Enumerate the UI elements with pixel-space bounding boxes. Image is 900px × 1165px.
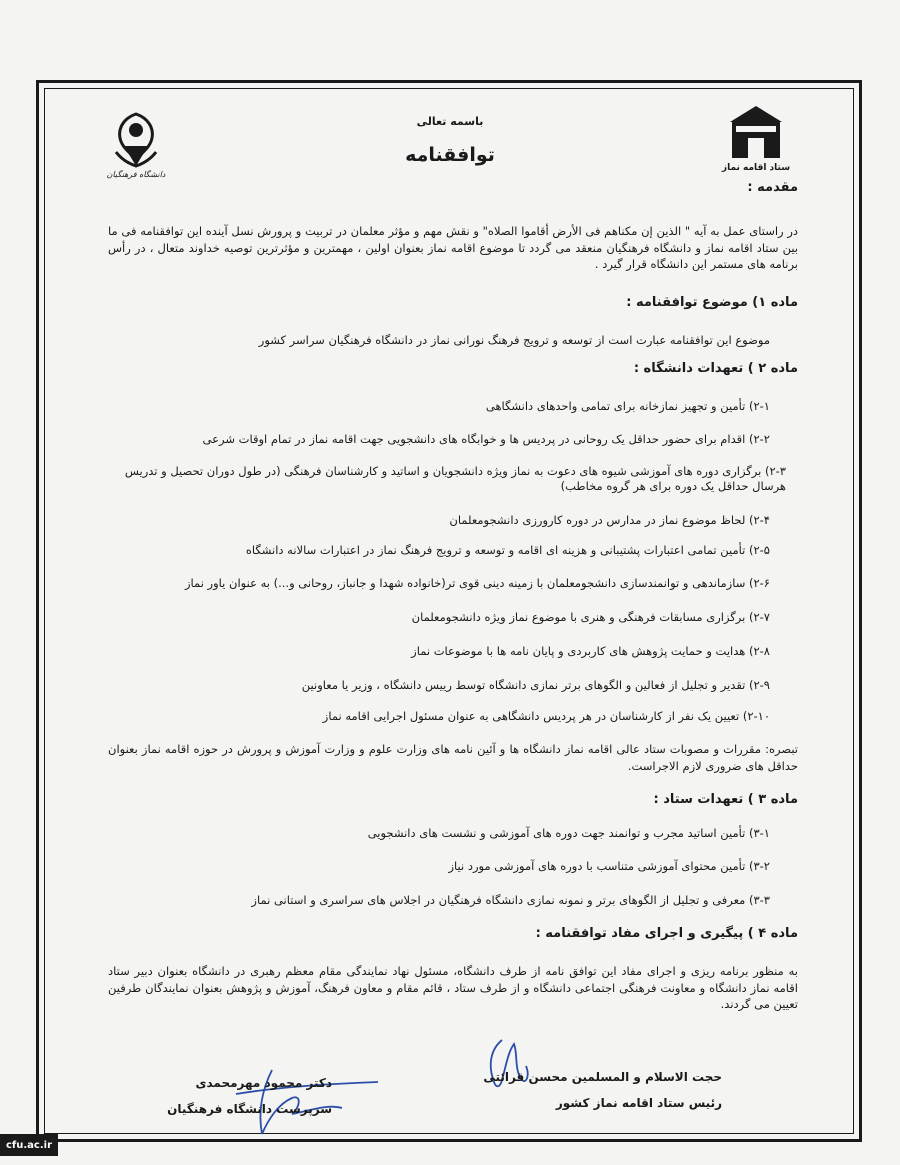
article2-item-7: ۲-۷) برگزاری مسابقات فرهنگی و هنری با موضوع نماز ویژه دانشجومعلمان: [411, 610, 770, 624]
article2-item-9: ۲-۹) تقدیر و تجلیل از فعالین و الگوهای برتر نمازی دانشگاه توسط رییس دانشگاه ، وزیر یا معاونین: [301, 678, 770, 692]
article1-body: موضوع این توافقنامه عبارت است از توسعه و ترویج فرهنگ نورانی نماز در دانشگاه فرهنگیان سراسر کشور: [258, 333, 770, 347]
article2-note: تبصره: مقررات و مصوبات ستاد عالی اقامه نماز دانشگاه ها و آئین نامه های وزارت علوم و وزارت آموزش و پرورش در حوزه اقامه نماز بعنوان حداقل های ضروری لازم الاجراست.: [108, 742, 798, 773]
article2-item-5: ۲-۵) تأمین تمامی اعتبارات پشتیبانی و هزینه ای اقامه و توسعه و ترویج فرهنگ نماز در اعتبارات سالانه دانشگاه: [245, 543, 770, 557]
article4-heading: ماده ۴ ) پیگیری و اجرای مفاد توافقنامه :: [535, 926, 798, 941]
article3-heading: ماده ۳ ) تعهدات ستاد :: [653, 792, 798, 807]
right-signatory-title: رئیس ستاد اقامه نماز کشور: [555, 1096, 722, 1110]
motto: باسمه تعالی: [416, 115, 484, 128]
article2-item-1: ۲-۱) تأمین و تجهیز نمازخانه برای تمامی واحدهای دانشگاهی: [485, 399, 770, 413]
article3-item-1: ۳-۱) تأمین اساتید مجرب و توانمند جهت دوره های آموزشی و نشست های دانشجویی: [367, 826, 770, 840]
left-signatory: [167, 1070, 332, 1122]
article2-item-8: ۲-۸) هدایت و حمایت پژوهش های کاربردی و پایان نامه ها با موضوعات نماز: [411, 644, 770, 658]
prayer-hq-logo-icon: [726, 100, 786, 166]
prayer-hq-logo-caption: ستاد اقامه نماز: [721, 163, 791, 173]
right-signatory: [483, 1064, 722, 1116]
intro-heading: مقدمه :: [747, 180, 798, 195]
article2-item-10: ۲-۱۰) تعیین یک نفر از کارشناسان در هر پردیس دانشگاهی به عنوان مسئول اجرایی اقامه نماز: [322, 709, 770, 723]
article3-item-2: ۳-۲) تأمین محتوای آموزشی متناسب با دوره های آموزشی مورد نیاز: [448, 859, 770, 873]
site-watermark: cfu.ac.ir: [0, 1134, 58, 1156]
intro-paragraph: در راستای عمل به آیه " الذین إن مکناهم فی الأرض أقاموا الصلاه" و نقش مهم و مؤثر معلمان در تربیت و پرورش نسل آینده این توافقنامه فی ما بین ستاد اقامه نماز و دانشگاه فرهنگیان منعقد می گردد تا موضوع اقامه نماز بعنوان اولین ، مهمترین و مؤثرترین توصیه خداوند متعال ، در رأس برنامه های مستمر این دانشگاه قرار گیرد .: [108, 224, 798, 271]
article2-item-2: ۲-۲) اقدام برای حضور حداقل یک روحانی در پردیس ها و خوابگاه های دانشجویی جهت اقامه نماز در تمام اوقات شرعی: [202, 432, 770, 446]
right-signatory-name: حجت الاسلام و المسلمین محسن قرائتی: [483, 1070, 722, 1084]
article3-item-3: ۳-۳) معرفی و تجلیل از الگوهای برتر و نمونه نمازی دانشگاه فرهنگیان در اجلاس های سراسری و استانی نماز: [251, 893, 770, 907]
left-signatory-name: دکتر محمود مهرمحمدی: [195, 1076, 332, 1090]
document-title: توافقنامه: [405, 144, 495, 166]
article2-item-4: ۲-۴) لحاظ موضوع نماز در مدارس در دوره کارورزی دانشجومعلمان: [449, 513, 770, 527]
article2-item-3: ۲-۳) برگزاری دوره های آموزشی شیوه های دعوت به نماز ویژه دانشجویان و اساتید و کارشناسان فرهنگی (در طول دوران تحصیل و تدریس هرسال حداقل یک دوره برای هر گروه مخاطب): [124, 464, 786, 493]
article1-heading: ماده ۱) موضوع توافقنامه :: [626, 295, 798, 310]
article2-item-6: ۲-۶) سازماندهی و توانمندسازی دانشجومعلمان با زمینه دینی قوی تر(خانواده شهدا و جانباز، روحانی و...) به عنوان یاور نماز: [185, 576, 770, 590]
left-signatory-title: سرپرست دانشگاه فرهنگیان: [167, 1102, 332, 1116]
university-logo-caption: دانشگاه فرهنگیان: [106, 170, 166, 179]
article4-paragraph: به منظور برنامه ریزی و اجرای مفاد این توافق نامه از طرف دانشگاه، مسئول نهاد نمایندگی مقام معظم رهبری در دانشگاه بعنوان دبیر ستاد اقامه نماز دانشگاه و معاونت فرهنگی اجتماعی دانشگاه و از طرف ستاد ، قائم مقام و معاون فرهنگ، آموزش و پژوهش بعنوان نمایندگان طرفین تعیین می گردند.: [108, 964, 798, 1011]
article2-heading: ماده ۲ ) تعهدات دانشگاه :: [633, 361, 798, 376]
